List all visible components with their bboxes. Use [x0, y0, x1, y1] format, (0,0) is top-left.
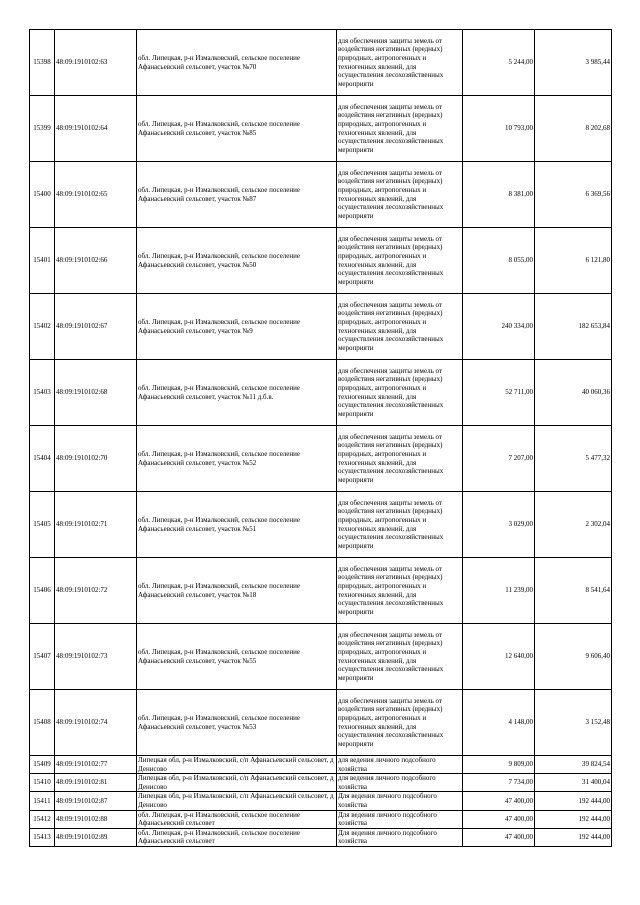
- table-row: [30, 426, 612, 492]
- land-use-cell: для обеспечения защиты земель от воздействия негативных (вредных) природных, антропогенных и техногенных явлений, для осуществления лесохозяйственных мероприяти: [337, 492, 463, 558]
- cadastral-number: 48:09:1910102:70: [55, 426, 137, 492]
- table-row: [30, 810, 612, 828]
- table-body: [30, 30, 612, 847]
- cadastral-number: 48:09:1910102:64: [55, 96, 137, 162]
- address-cell: обл. Липецкая, р-н Измалковский, сельское поселение Афанасьевский сельсовет, участок №9: [137, 294, 337, 360]
- cadastral-number: 48:09:1910102:68: [55, 360, 137, 426]
- table-row: [30, 360, 612, 426]
- area-value: 3 029,00: [463, 492, 535, 558]
- land-use-cell: для обеспечения защиты земель от воздействия негативных (вредных) природных, антропогенных и техногенных явлений, для осуществления лесохозяйственных мероприяти: [337, 96, 463, 162]
- cadastral-number: 48:09:1910102:89: [55, 828, 137, 846]
- cadastral-value: 2 302,04: [535, 492, 612, 558]
- table-row: [30, 792, 612, 810]
- area-value: 8 055,00: [463, 228, 535, 294]
- cadastral-number: 48:09:1910102:81: [55, 774, 137, 792]
- address-cell: обл. Липецкая, р-н Измалковский, сельское поселение Афанасьевский сельсовет: [137, 828, 337, 846]
- address-cell: Липецкая обл, р-н Измалковский, с/п Афанасьевский сельсовет, д Денисово: [137, 774, 337, 792]
- cadastral-value: 8 541,64: [535, 558, 612, 624]
- cadastral-number: 48:09:1910102:72: [55, 558, 137, 624]
- address-cell: обл. Липецкая, р-н Измалковский, сельское поселение Афанасьевский сельсовет, участок №70: [137, 30, 337, 96]
- row-number: 15412: [30, 810, 55, 828]
- cadastral-value: 3 985,44: [535, 30, 612, 96]
- area-value: 11 239,00: [463, 558, 535, 624]
- table-row: [30, 228, 612, 294]
- cadastral-number: 48:09:1910102:65: [55, 162, 137, 228]
- area-value: 9 809,00: [463, 756, 535, 774]
- area-value: 12 640,00: [463, 624, 535, 690]
- land-use-cell: Для ведения личного подсобного хозяйства: [337, 828, 463, 846]
- cadastral-value: 192 444,00: [535, 828, 612, 846]
- address-cell: обл. Липецкая, р-н Измалковский, сельское поселение Афанасьевский сельсовет: [137, 810, 337, 828]
- row-number: 15409: [30, 756, 55, 774]
- land-use-cell: для обеспечения защиты земель от воздействия негативных (вредных) природных, антропогенных и техногенных явлений, для осуществления лесохозяйственных мероприяти: [337, 690, 463, 756]
- land-use-cell: для обеспечения защиты земель от воздействия негативных (вредных) природных, антропогенных и техногенных явлений, для осуществления лесохозяйственных мероприяти: [337, 624, 463, 690]
- row-number: 15401: [30, 228, 55, 294]
- row-number: 15404: [30, 426, 55, 492]
- row-number: 15410: [30, 774, 55, 792]
- address-cell: обл. Липецкая, р-н Измалковский, сельское поселение Афанасьевский сельсовет, участок №52: [137, 426, 337, 492]
- table-row: [30, 492, 612, 558]
- address-cell: обл. Липецкая, р-н Измалковский, сельское поселение Афанасьевский сельсовет, участок №50: [137, 228, 337, 294]
- cadastral-value: 6 121,80: [535, 228, 612, 294]
- land-use-cell: для обеспечения защиты земель от воздействия негативных (вредных) природных, антропогенных и техногенных явлений, для осуществления лесохозяйственных мероприяти: [337, 558, 463, 624]
- land-use-cell: для обеспечения защиты земель от воздействия негативных (вредных) природных, антропогенных и техногенных явлений, для осуществления лесохозяйственных мероприяти: [337, 360, 463, 426]
- cadastral-value: 5 477,32: [535, 426, 612, 492]
- cadastral-value: 192 444,00: [535, 810, 612, 828]
- address-cell: обл. Липецкая, р-н Измалковский, сельское поселение Афанасьевский сельсовет, участок №11 д.б.в.: [137, 360, 337, 426]
- table-row: [30, 558, 612, 624]
- address-cell: обл. Липецкая, р-н Измалковский, сельское поселение Афанасьевский сельсовет, участок №51: [137, 492, 337, 558]
- row-number: 15405: [30, 492, 55, 558]
- row-number: 15408: [30, 690, 55, 756]
- cadastral-value: 39 824,54: [535, 756, 612, 774]
- area-value: 47 400,00: [463, 810, 535, 828]
- table-row: [30, 30, 612, 96]
- area-value: 4 148,00: [463, 690, 535, 756]
- address-cell: Липецкая обл, р-н Измалковский, с/п Афанасьевский сельсовет, д Денисово: [137, 792, 337, 810]
- row-number: 15399: [30, 96, 55, 162]
- cadastral-number: 48:09:1910102:71: [55, 492, 137, 558]
- cadastral-value: 40 060,36: [535, 360, 612, 426]
- area-value: 10 793,00: [463, 96, 535, 162]
- cadastral-value: 31 400,04: [535, 774, 612, 792]
- address-cell: обл. Липецкая, р-н Измалковский, сельское поселение Афанасьевский сельсовет, участок №53: [137, 690, 337, 756]
- cadastral-value: 182 653,84: [535, 294, 612, 360]
- land-use-cell: Для ведения личного подсобного хозяйства: [337, 792, 463, 810]
- table-row: [30, 774, 612, 792]
- area-value: 240 334,00: [463, 294, 535, 360]
- area-value: 7 734,00: [463, 774, 535, 792]
- table-row: [30, 162, 612, 228]
- area-value: 5 244,00: [463, 30, 535, 96]
- cadastral-value: 6 369,56: [535, 162, 612, 228]
- area-value: 8 381,00: [463, 162, 535, 228]
- cadastral-number: 48:09:1910102:77: [55, 756, 137, 774]
- area-value: 7 207,00: [463, 426, 535, 492]
- cadastral-number: 48:09:1910102:87: [55, 792, 137, 810]
- address-cell: обл. Липецкая, р-н Измалковский, сельское поселение Афанасьевский сельсовет, участок №87: [137, 162, 337, 228]
- cadastral-value: 192 444,00: [535, 792, 612, 810]
- address-cell: обл. Липецкая, р-н Измалковский, сельское поселение Афанасьевский сельсовет, участок №85: [137, 96, 337, 162]
- area-value: 47 400,00: [463, 792, 535, 810]
- row-number: 15398: [30, 30, 55, 96]
- table-row: [30, 294, 612, 360]
- address-cell: обл. Липецкая, р-н Измалковский, сельское поселение Афанасьевский сельсовет, участок №18: [137, 558, 337, 624]
- row-number: 15407: [30, 624, 55, 690]
- land-use-cell: для обеспечения защиты земель от воздействия негативных (вредных) природных, антропогенных и техногенных явлений, для осуществления лесохозяйственных мероприяти: [337, 162, 463, 228]
- cadastral-number: 48:09:1910102:73: [55, 624, 137, 690]
- table-row: [30, 690, 612, 756]
- cadastral-number: 48:09:1910102:66: [55, 228, 137, 294]
- cadastral-value: 3 152,48: [535, 690, 612, 756]
- address-cell: обл. Липецкая, р-н Измалковский, сельское поселение Афанасьевский сельсовет, участок №55: [137, 624, 337, 690]
- cadastral-number: 48:09:1910102:88: [55, 810, 137, 828]
- area-value: 47 400,00: [463, 828, 535, 846]
- row-number: 15400: [30, 162, 55, 228]
- land-use-cell: для обеспечения защиты земель от воздействия негативных (вредных) природных, антропогенных и техногенных явлений, для осуществления лесохозяйственных мероприяти: [337, 30, 463, 96]
- table-row: [30, 96, 612, 162]
- row-number: 15413: [30, 828, 55, 846]
- cadastral-number: 48:09:1910102:67: [55, 294, 137, 360]
- row-number: 15406: [30, 558, 55, 624]
- table-row: [30, 624, 612, 690]
- land-use-cell: для обеспечения защиты земель от воздействия негативных (вредных) природных, антропогенных и техногенных явлений, для осуществления лесохозяйственных мероприяти: [337, 426, 463, 492]
- land-use-cell: для обеспечения защиты земель от воздействия негативных (вредных) природных, антропогенных и техногенных явлений, для осуществления лесохозяйственных мероприяти: [337, 294, 463, 360]
- table-row: [30, 828, 612, 846]
- land-registry-table: [29, 29, 612, 847]
- cadastral-value: 8 202,68: [535, 96, 612, 162]
- land-use-cell: для обеспечения защиты земель от воздействия негативных (вредных) природных, антропогенных и техногенных явлений, для осуществления лесохозяйственных мероприяти: [337, 228, 463, 294]
- address-cell: Липецкая обл, р-н Измалковский, с/п Афанасьевский сельсовет, д Денисово: [137, 756, 337, 774]
- land-use-cell: Для ведения личного подсобного хозяйства: [337, 810, 463, 828]
- cadastral-number: 48:09:1910102:63: [55, 30, 137, 96]
- row-number: 15411: [30, 792, 55, 810]
- area-value: 52 711,00: [463, 360, 535, 426]
- land-use-cell: для ведения личного подсобного хозяйства: [337, 774, 463, 792]
- land-use-cell: для ведения личного подсобного хозяйства: [337, 756, 463, 774]
- cadastral-value: 9 606,40: [535, 624, 612, 690]
- cadastral-number: 48:09:1910102:74: [55, 690, 137, 756]
- row-number: 15402: [30, 294, 55, 360]
- row-number: 15403: [30, 360, 55, 426]
- table-row: [30, 756, 612, 774]
